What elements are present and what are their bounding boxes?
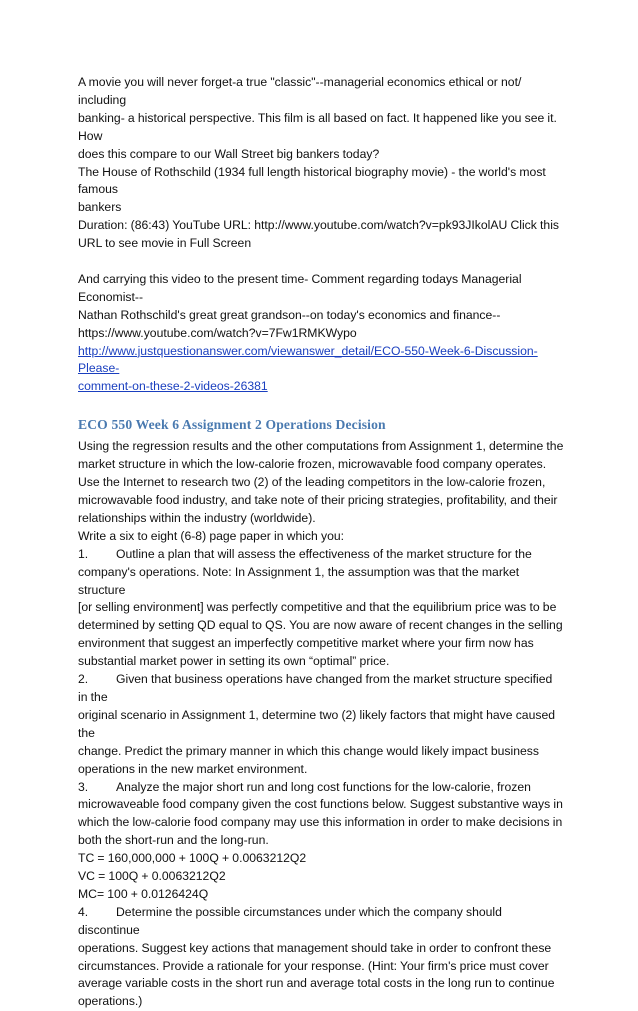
text-line: microwavable food industry, and take note of their pricing strategies, profitability, and their (78, 493, 558, 508)
text-line: Nathan Rothschild's great great grandson--on today's economics and finance-- (78, 307, 501, 322)
text-line: company's operations. Note: In Assignment 1, the assumption was that the market structure (78, 564, 520, 597)
text-line: microwaveable food company given the cost functions below. Suggest substantive ways in (78, 797, 563, 812)
text-line: operations. Suggest key actions that management should take in order to confront these (78, 940, 552, 955)
text-line: relationships within the industry (worldwide). (78, 510, 316, 525)
text-line: change. Predict the primary manner in which this change would likely impact business (78, 743, 539, 758)
text-line: does this compare to our Wall Street big bankers today? (78, 146, 380, 161)
list-item (78, 546, 564, 671)
text-line: Duration: (86:43) YouTube URL: http://www.youtube.com/watch?v=pk93JIkolAU Click this (78, 218, 560, 233)
discussion-link-line[interactable] (78, 378, 564, 396)
text-line: banking- a historical perspective. This film is all based on fact. It happened like you see it. How (78, 110, 557, 143)
intro-paragraph (78, 74, 564, 253)
text-line: Using the regression results and the other computations from Assignment 1, determine the (78, 439, 564, 454)
text-line: bankers (78, 200, 122, 215)
item-number: 3. (78, 779, 89, 794)
total-cost-equation: TC = 160,000,000 + 100Q + 0.0063212Q2 (78, 851, 307, 866)
text-line: Given that business operations have changed from the market structure specified in the (78, 672, 553, 704)
text-line: Use the Internet to research two (2) of the leading competitors in the low-calorie frozen, (78, 475, 546, 490)
text-line: A movie you will never forget-a true "classic"--managerial economics ethical or not/ including (78, 75, 522, 107)
text-line: determined by setting QD equal to QS. You are now aware of recent changes in the selling (78, 618, 563, 633)
item-number: 4. (78, 904, 89, 919)
text-line: And carrying this video to the present time- Comment regarding todays Managerial Economist-- (78, 271, 522, 304)
list-item (78, 671, 564, 778)
text-line: circumstances. Provide a rationale for your response. (Hint: Your firm's price must cover (78, 958, 549, 973)
text-line: environment that suggest an imperfectly competitive market where your firm now has (78, 636, 534, 651)
spacer (78, 396, 564, 416)
item-number: 2. (78, 672, 89, 687)
text-line: Analyze the major short run and long cost functions for the low-calorie, frozen (116, 779, 531, 794)
spacer (78, 253, 564, 271)
text-line: average variable costs in the short run and average total costs in the long run to continue (78, 976, 555, 991)
text-line: market structure in which the low-calorie frozen, microwavable food company operates. (78, 457, 547, 472)
text-line: [or selling environment] was perfectly competitive and that the equilibrium price was to be (78, 600, 557, 615)
text-line: Write a six to eight (6-8) page paper in which you: (78, 528, 345, 543)
assignment-body (78, 438, 564, 1011)
carry-paragraph (78, 271, 564, 396)
text-line: which the low-calorie food company may use this information in order to make decisions in (78, 815, 563, 830)
text-line: substantial market power in setting its own “optimal” price. (78, 654, 390, 669)
text-line: https://www.youtube.com/watch?v=7Fw1RMKWypo (78, 325, 357, 340)
discussion-link-continued[interactable]: comment-on-these-2-videos-26381 (78, 379, 268, 394)
discussion-link-line[interactable] (78, 343, 564, 379)
discussion-link[interactable]: http://www.justquestionanswer.com/viewanswer_detail/ECO-550-Week-6-Discussion-Please- (78, 343, 538, 376)
variable-cost-equation: VC = 100Q + 0.0063212Q2 (78, 869, 226, 884)
text-line: operations in the new market environment. (78, 761, 308, 776)
text-line: original scenario in Assignment 1, determine two (2) likely factors that might have caused the (78, 707, 556, 740)
item-number: 1. (78, 546, 89, 561)
text-line: Determine the possible circumstances under which the company should discontinue (78, 904, 502, 937)
text-line: operations.) (78, 994, 143, 1009)
text-line: both the short-run and the long-run. (78, 833, 269, 848)
marginal-cost-equation: MC= 100 + 0.0126424Q (78, 886, 209, 901)
list-item (78, 904, 564, 1011)
assignment-heading: ECO 550 Week 6 Assignment 2 Operations Decision (78, 417, 386, 433)
list-item (78, 779, 564, 904)
text-line: The House of Rothschild (1934 full length historical biography movie) - the world's most famous (78, 164, 546, 197)
text-line: Outline a plan that will assess the effectiveness of the market structure for the (116, 546, 532, 561)
text-line: URL to see movie in Full Screen (78, 236, 252, 251)
document-page (78, 74, 564, 1011)
